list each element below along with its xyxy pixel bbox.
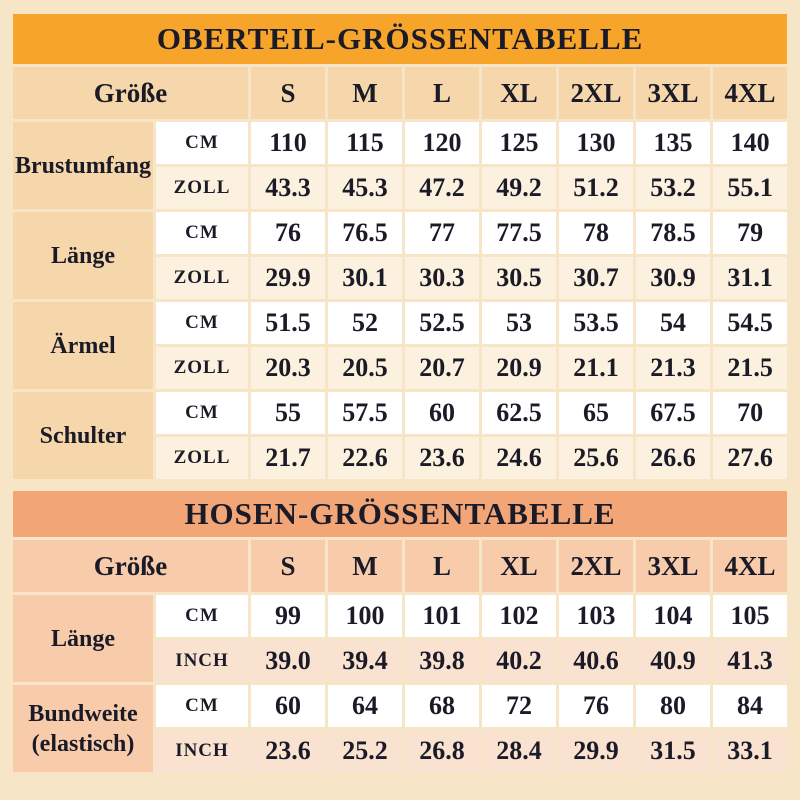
size-value: 40.2 <box>482 640 556 682</box>
size-value: 30.1 <box>328 257 402 299</box>
size-value: 84 <box>713 685 787 727</box>
unit-label: CM <box>156 392 248 434</box>
size-value: 30.5 <box>482 257 556 299</box>
size-value: 77 <box>405 212 479 254</box>
size-value: 23.6 <box>251 730 325 772</box>
table-title-row <box>13 14 787 64</box>
size-value: 55 <box>251 392 325 434</box>
size-value: 30.7 <box>559 257 633 299</box>
size-value: 64 <box>328 685 402 727</box>
size-value: 62.5 <box>482 392 556 434</box>
size-value: 54 <box>636 302 710 344</box>
size-value: 45.3 <box>328 167 402 209</box>
size-value: 51.5 <box>251 302 325 344</box>
size-header-s: S <box>251 540 325 592</box>
size-value: 115 <box>328 122 402 164</box>
size-value: 135 <box>636 122 710 164</box>
size-header-l: L <box>405 540 479 592</box>
measurement-label: Schulter <box>13 392 153 479</box>
size-value: 57.5 <box>328 392 402 434</box>
size-value: 26.8 <box>405 730 479 772</box>
table-title-row <box>13 491 787 537</box>
unit-label: INCH <box>156 730 248 772</box>
table-row <box>13 392 787 434</box>
size-value: 30.3 <box>405 257 479 299</box>
hosen-table-body <box>13 595 787 772</box>
size-value: 33.1 <box>713 730 787 772</box>
size-value: 21.5 <box>713 347 787 389</box>
size-value: 24.6 <box>482 437 556 479</box>
size-value: 40.9 <box>636 640 710 682</box>
size-value: 76 <box>251 212 325 254</box>
size-value: 60 <box>251 685 325 727</box>
size-value: 103 <box>559 595 633 637</box>
table-row <box>13 302 787 344</box>
size-value: 125 <box>482 122 556 164</box>
size-value: 79 <box>713 212 787 254</box>
size-value: 29.9 <box>559 730 633 772</box>
size-value: 99 <box>251 595 325 637</box>
unit-label: ZOLL <box>156 347 248 389</box>
size-value: 70 <box>713 392 787 434</box>
hosen-size-table <box>10 488 790 775</box>
size-header-2xl: 2XL <box>559 67 633 119</box>
size-value: 78 <box>559 212 633 254</box>
size-value: 20.7 <box>405 347 479 389</box>
table-row <box>13 595 787 637</box>
size-value: 39.8 <box>405 640 479 682</box>
size-value: 67.5 <box>636 392 710 434</box>
size-value: 20.3 <box>251 347 325 389</box>
size-value: 28.4 <box>482 730 556 772</box>
oberteil-table-body <box>13 122 787 479</box>
size-header-row <box>13 67 787 119</box>
size-value: 54.5 <box>713 302 787 344</box>
size-value: 101 <box>405 595 479 637</box>
size-value: 22.6 <box>328 437 402 479</box>
table-row <box>13 685 787 727</box>
size-header-row <box>13 540 787 592</box>
size-value: 72 <box>482 685 556 727</box>
unit-label: ZOLL <box>156 257 248 299</box>
size-value: 20.9 <box>482 347 556 389</box>
size-value: 100 <box>328 595 402 637</box>
oberteil-table-title: OBERTEIL-GRÖSSENTABELLE <box>13 14 787 64</box>
size-value: 23.6 <box>405 437 479 479</box>
size-value: 68 <box>405 685 479 727</box>
size-value: 55.1 <box>713 167 787 209</box>
size-header-4xl: 4XL <box>713 67 787 119</box>
measurement-label: Brustumfang <box>13 122 153 209</box>
size-value: 27.6 <box>713 437 787 479</box>
size-header-l: L <box>405 67 479 119</box>
size-value: 80 <box>636 685 710 727</box>
size-value: 65 <box>559 392 633 434</box>
size-value: 60 <box>405 392 479 434</box>
unit-label: ZOLL <box>156 167 248 209</box>
size-value: 43.3 <box>251 167 325 209</box>
size-value: 51.2 <box>559 167 633 209</box>
size-value: 102 <box>482 595 556 637</box>
size-value: 25.6 <box>559 437 633 479</box>
size-value: 29.9 <box>251 257 325 299</box>
oberteil-size-table <box>10 11 790 482</box>
size-header-4xl: 4XL <box>713 540 787 592</box>
size-value: 52 <box>328 302 402 344</box>
measurement-label: Länge <box>13 595 153 682</box>
size-header-2xl: 2XL <box>559 540 633 592</box>
size-value: 53.5 <box>559 302 633 344</box>
size-label-header: Größe <box>13 540 248 592</box>
size-value: 78.5 <box>636 212 710 254</box>
size-value: 120 <box>405 122 479 164</box>
size-value: 41.3 <box>713 640 787 682</box>
size-header-m: M <box>328 540 402 592</box>
size-value: 130 <box>559 122 633 164</box>
size-value: 76 <box>559 685 633 727</box>
size-header-m: M <box>328 67 402 119</box>
unit-label: CM <box>156 212 248 254</box>
size-value: 26.6 <box>636 437 710 479</box>
size-value: 39.0 <box>251 640 325 682</box>
size-header-3xl: 3XL <box>636 67 710 119</box>
unit-label: CM <box>156 122 248 164</box>
size-value: 21.1 <box>559 347 633 389</box>
size-value: 40.6 <box>559 640 633 682</box>
size-value: 52.5 <box>405 302 479 344</box>
unit-label: CM <box>156 595 248 637</box>
unit-label: CM <box>156 302 248 344</box>
size-header-3xl: 3XL <box>636 540 710 592</box>
measurement-label: Bundweite (elastisch) <box>13 685 153 772</box>
measurement-label: Ärmel <box>13 302 153 389</box>
size-value: 105 <box>713 595 787 637</box>
table-row <box>13 122 787 164</box>
size-header-xl: XL <box>482 540 556 592</box>
size-value: 104 <box>636 595 710 637</box>
size-value: 20.5 <box>328 347 402 389</box>
size-value: 53 <box>482 302 556 344</box>
size-value: 77.5 <box>482 212 556 254</box>
size-label-header: Größe <box>13 67 248 119</box>
size-value: 39.4 <box>328 640 402 682</box>
size-value: 21.3 <box>636 347 710 389</box>
size-value: 49.2 <box>482 167 556 209</box>
unit-label: ZOLL <box>156 437 248 479</box>
size-value: 31.1 <box>713 257 787 299</box>
table-row <box>13 212 787 254</box>
size-header-s: S <box>251 67 325 119</box>
unit-label: INCH <box>156 640 248 682</box>
unit-label: CM <box>156 685 248 727</box>
measurement-label: Länge <box>13 212 153 299</box>
size-value: 76.5 <box>328 212 402 254</box>
size-value: 21.7 <box>251 437 325 479</box>
size-value: 110 <box>251 122 325 164</box>
size-value: 53.2 <box>636 167 710 209</box>
size-header-xl: XL <box>482 67 556 119</box>
size-value: 31.5 <box>636 730 710 772</box>
size-value: 25.2 <box>328 730 402 772</box>
hosen-table-title: HOSEN-GRÖSSENTABELLE <box>13 491 787 537</box>
size-value: 47.2 <box>405 167 479 209</box>
size-value: 30.9 <box>636 257 710 299</box>
size-value: 140 <box>713 122 787 164</box>
